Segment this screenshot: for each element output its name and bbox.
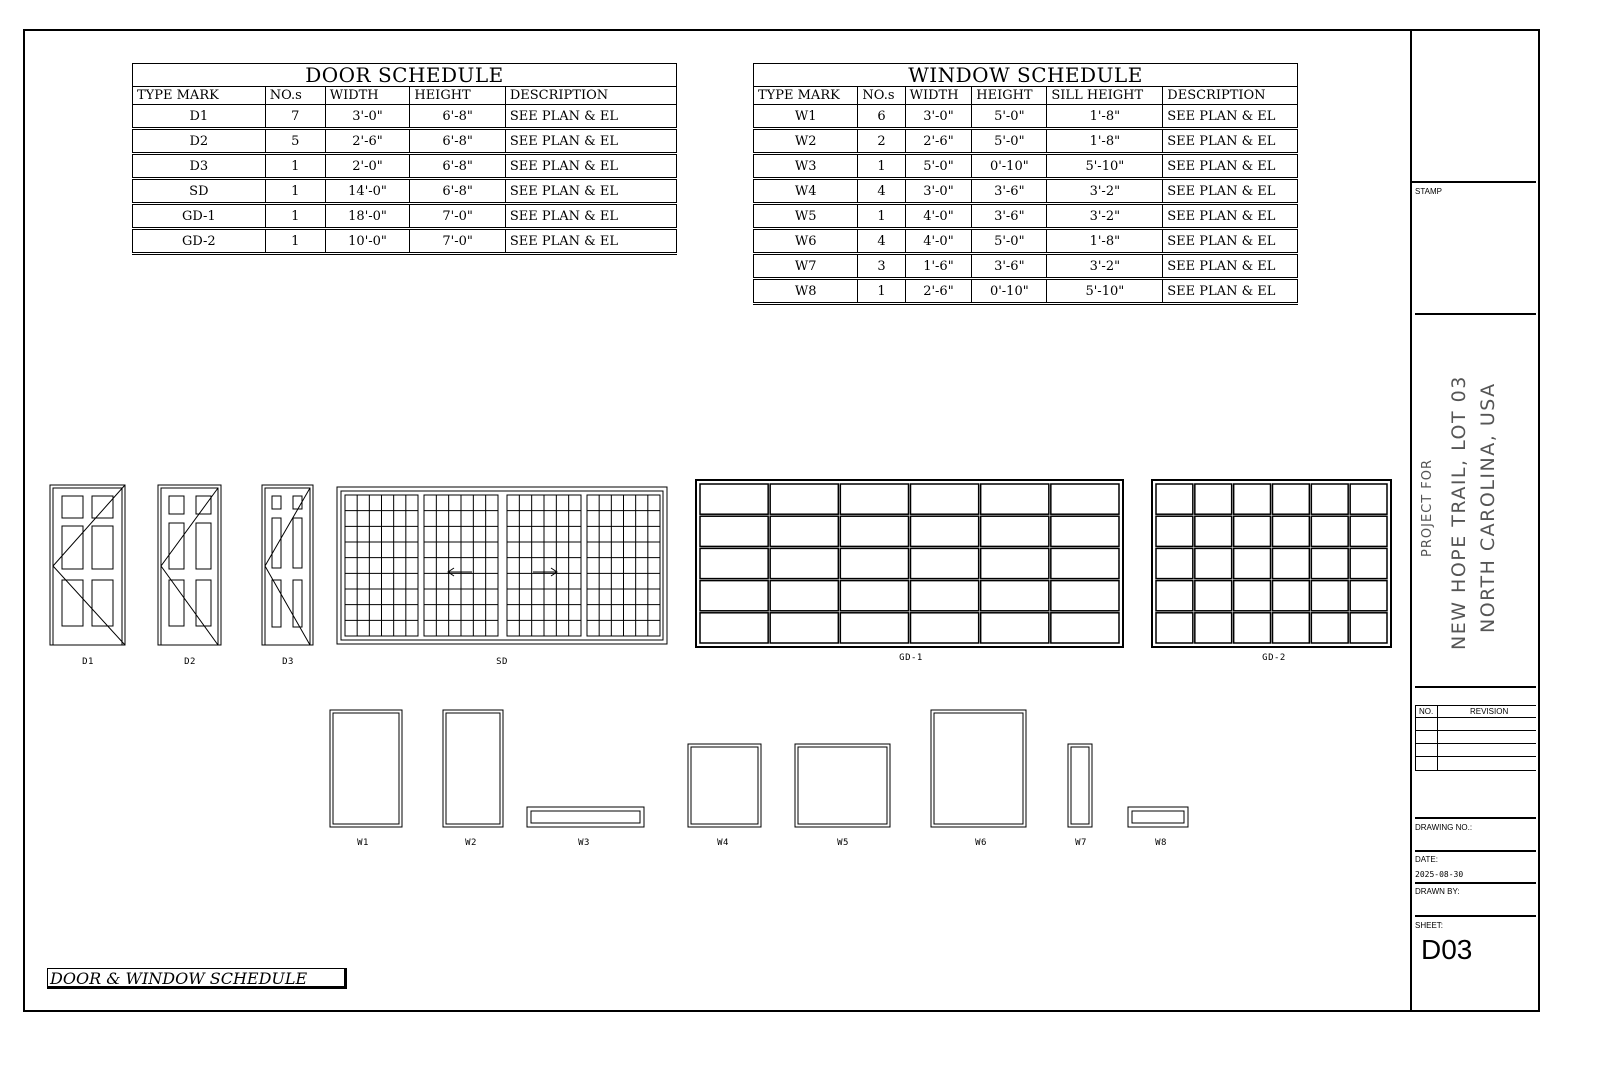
door-schedule-header-cell: HEIGHT — [410, 87, 505, 105]
table-cell: 1'-8" — [1047, 105, 1163, 129]
table-cell: SEE PLAN & EL — [1163, 105, 1298, 129]
window-schedule-header-cell: NO.s — [858, 87, 905, 105]
door-d3-elevation — [262, 485, 313, 645]
tb-divider — [1410, 181, 1536, 183]
table-cell: 7 — [265, 105, 325, 129]
table-cell: SEE PLAN & EL — [505, 105, 676, 129]
tb-divider — [1415, 313, 1536, 315]
table-cell: 1 — [265, 204, 325, 229]
table-cell: 5'-0" — [905, 154, 972, 179]
label-w3: W3 — [578, 838, 590, 848]
door-schedule-header-cell: TYPE MARK — [133, 87, 266, 105]
date-label: DATE: — [1415, 855, 1438, 864]
table-cell: 3'-6" — [972, 179, 1047, 204]
table-cell: W7 — [754, 254, 858, 279]
door-schedule-header-cell: DESCRIPTION — [505, 87, 676, 105]
table-cell: GD-2 — [133, 229, 266, 254]
table-cell: 2'-6" — [905, 129, 972, 154]
table-cell: 5'-0" — [972, 105, 1047, 129]
table-cell: 3'-2" — [1047, 204, 1163, 229]
window-schedule-header-cell: TYPE MARK — [754, 87, 858, 105]
table-cell: W5 — [754, 204, 858, 229]
table-cell: SEE PLAN & EL — [505, 179, 676, 204]
table-cell: 1 — [265, 154, 325, 179]
sliding-arrows — [448, 568, 557, 576]
table-cell: 18'-0" — [325, 204, 410, 229]
sheet-number: D03 — [1421, 934, 1473, 965]
table-cell: W1 — [754, 105, 858, 129]
table-cell: 1 — [265, 229, 325, 254]
sheet-label: SHEET: — [1415, 921, 1444, 930]
label-sd: SD — [496, 657, 508, 667]
table-cell: 6'-8" — [410, 154, 505, 179]
table-cell: 7'-0" — [410, 229, 505, 254]
table-cell: W6 — [754, 229, 858, 254]
table-cell: W2 — [754, 129, 858, 154]
drawn-by-label: DRAWN BY: — [1415, 887, 1460, 896]
tb-divider — [1415, 817, 1536, 819]
table-cell: SEE PLAN & EL — [1163, 129, 1298, 154]
table-cell: D2 — [133, 129, 266, 154]
table-cell: 2'-6" — [325, 129, 410, 154]
tb-divider — [1415, 882, 1536, 884]
table-cell: 10'-0" — [325, 229, 410, 254]
door-sd-elevation — [337, 487, 667, 644]
table-cell: 2 — [858, 129, 905, 154]
table-cell: 5'-10" — [1047, 154, 1163, 179]
table-cell: SEE PLAN & EL — [1163, 154, 1298, 179]
table-cell: 1 — [858, 279, 905, 304]
door-schedule-header-cell: NO.s — [265, 87, 325, 105]
table-cell: 1 — [265, 179, 325, 204]
table-cell: 3'-2" — [1047, 179, 1163, 204]
table-cell: W8 — [754, 279, 858, 304]
label-gd1: GD-1 — [899, 653, 923, 663]
door-gd1-elevation — [696, 480, 1123, 647]
table-cell: 3'-6" — [972, 254, 1047, 279]
table-cell: SEE PLAN & EL — [1163, 279, 1298, 304]
window-schedule-header-cell: DESCRIPTION — [1163, 87, 1298, 105]
table-cell: 1 — [858, 154, 905, 179]
table-cell: 6'-8" — [410, 105, 505, 129]
revision-no-header: NO. — [1419, 707, 1434, 716]
label-w4: W4 — [717, 838, 729, 848]
table-cell: W4 — [754, 179, 858, 204]
table-cell: 1'-8" — [1047, 129, 1163, 154]
tb-divider — [1415, 850, 1536, 852]
table-cell: GD-1 — [133, 204, 266, 229]
table-cell: 7'-0" — [410, 204, 505, 229]
revision-header: REVISION — [1470, 707, 1509, 716]
label-w1: W1 — [357, 838, 369, 848]
table-cell: 6'-8" — [410, 129, 505, 154]
window-schedule-header-cell: WIDTH — [905, 87, 972, 105]
label-w5: W5 — [837, 838, 849, 848]
sheet-title: DOOR & WINDOW SCHEDULE — [47, 968, 347, 989]
drawing-no-label: DRAWING NO.: — [1415, 823, 1473, 832]
window-schedule-header-cell: HEIGHT — [972, 87, 1047, 105]
table-cell: 1'-8" — [1047, 229, 1163, 254]
table-cell: 3 — [858, 254, 905, 279]
table-cell: 0'-10" — [972, 154, 1047, 179]
tb-divider — [1415, 915, 1536, 917]
table-cell: 14'-0" — [325, 179, 410, 204]
revision-table — [1415, 705, 1536, 771]
table-cell: 3'-6" — [972, 204, 1047, 229]
table-cell: 4 — [858, 229, 905, 254]
table-cell: 2'-6" — [905, 279, 972, 304]
table-cell: SEE PLAN & EL — [505, 204, 676, 229]
table-cell: D1 — [133, 105, 266, 129]
table-cell: SEE PLAN & EL — [1163, 179, 1298, 204]
tb-divider — [1415, 686, 1536, 688]
stamp-label: STAMP — [1415, 187, 1442, 196]
table-cell: 1'-6" — [905, 254, 972, 279]
table-cell: SEE PLAN & EL — [505, 154, 676, 179]
table-cell: SEE PLAN & EL — [1163, 229, 1298, 254]
table-cell: 5'-0" — [972, 129, 1047, 154]
table-cell: 6'-8" — [410, 179, 505, 204]
table-cell: 4'-0" — [905, 229, 972, 254]
table-cell: SD — [133, 179, 266, 204]
label-w2: W2 — [465, 838, 477, 848]
label-d3: D3 — [282, 657, 294, 667]
table-cell: SEE PLAN & EL — [1163, 204, 1298, 229]
label-w6: W6 — [975, 838, 987, 848]
table-cell: 3'-2" — [1047, 254, 1163, 279]
window-schedule-header-cell: SILL HEIGHT — [1047, 87, 1163, 105]
table-cell: 2'-0" — [325, 154, 410, 179]
project-line1: NEW HOPE TRAIL, LOT 03 — [1448, 375, 1470, 650]
table-cell: 5'-10" — [1047, 279, 1163, 304]
door-d1-elevation — [50, 485, 125, 645]
project-for-label: PROJECT FOR — [1420, 458, 1435, 557]
table-cell: 3'-0" — [325, 105, 410, 129]
label-d1: D1 — [82, 657, 94, 667]
table-cell: SEE PLAN & EL — [505, 229, 676, 254]
date-value: 2025-08-30 — [1415, 870, 1464, 879]
label-w7: W7 — [1075, 838, 1087, 848]
table-cell: 0'-10" — [972, 279, 1047, 304]
project-line2: NORTH CAROLINA, USA — [1477, 382, 1499, 633]
window-schedule-title: WINDOW SCHEDULE — [753, 63, 1298, 86]
door-schedule-title: DOOR SCHEDULE — [132, 63, 677, 86]
label-w8: W8 — [1155, 838, 1167, 848]
door-d2-elevation — [158, 485, 221, 645]
table-cell: D3 — [133, 154, 266, 179]
label-d2: D2 — [184, 657, 196, 667]
label-gd2: GD-2 — [1262, 653, 1286, 663]
table-cell: 5'-0" — [972, 229, 1047, 254]
table-cell: 5 — [265, 129, 325, 154]
table-cell: 3'-0" — [905, 105, 972, 129]
table-cell: W3 — [754, 154, 858, 179]
door-schedule-header-cell: WIDTH — [325, 87, 410, 105]
table-cell: 6 — [858, 105, 905, 129]
door-gd2-elevation — [1152, 480, 1391, 647]
table-cell: 4'-0" — [905, 204, 972, 229]
table-cell: SEE PLAN & EL — [1163, 254, 1298, 279]
table-cell: SEE PLAN & EL — [505, 129, 676, 154]
table-cell: 1 — [858, 204, 905, 229]
table-cell: 4 — [858, 179, 905, 204]
table-cell: 3'-0" — [905, 179, 972, 204]
